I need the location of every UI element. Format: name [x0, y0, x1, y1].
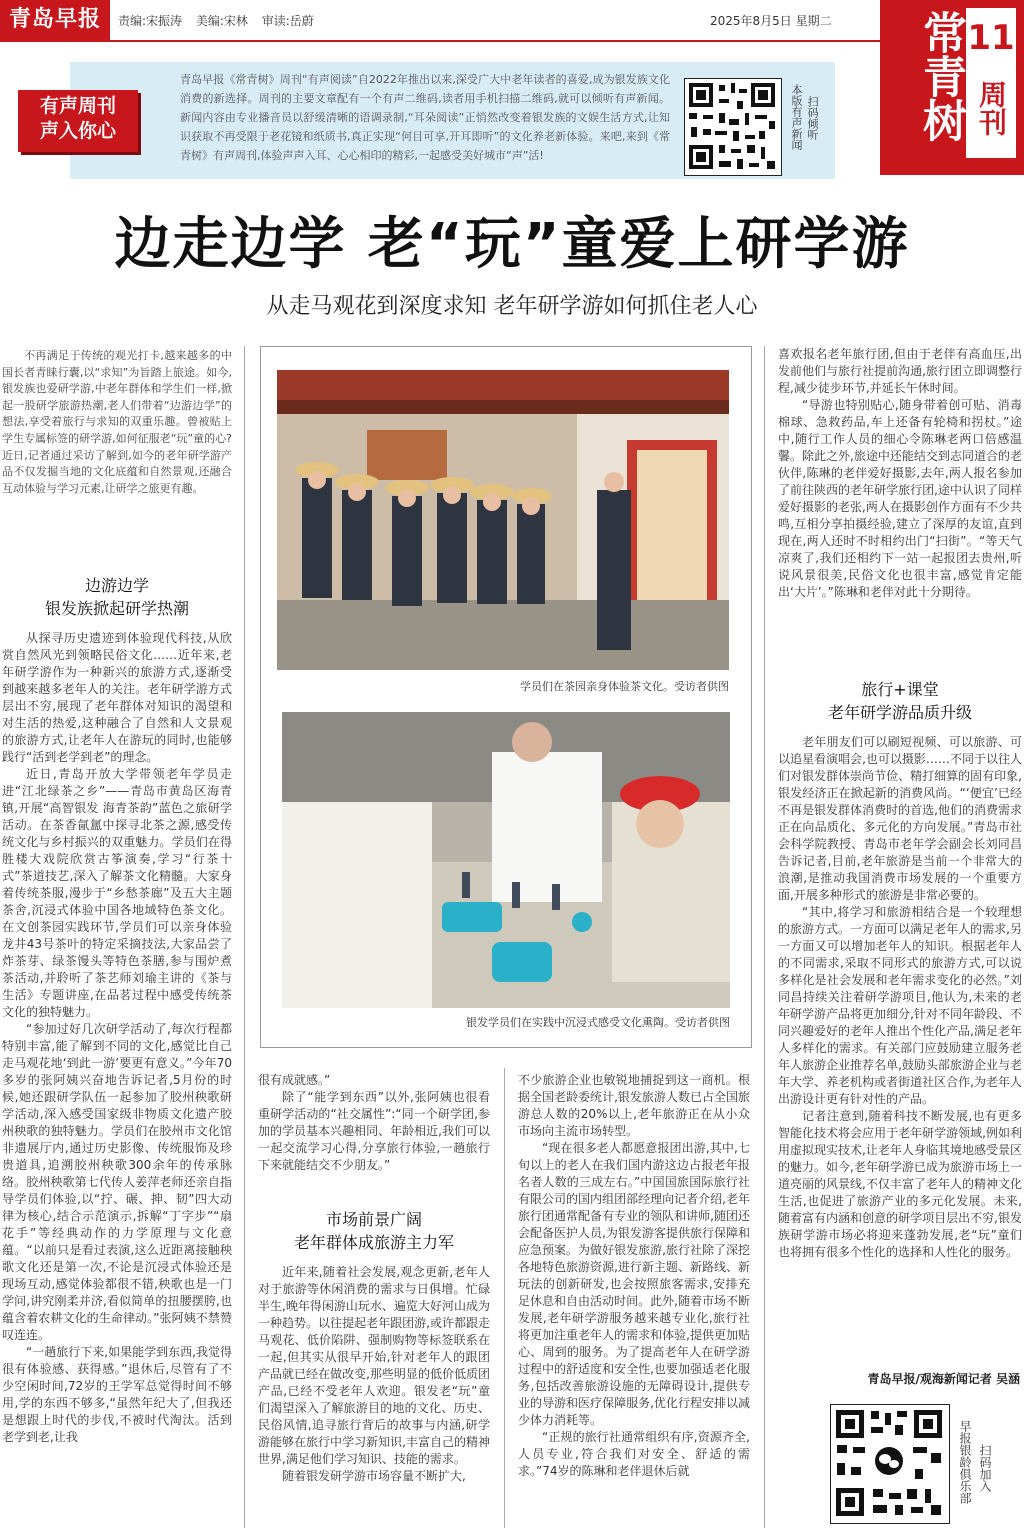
section-2-title-a: 市场前景广阔 — [325, 1210, 422, 1229]
article-subheadline: 从走马观花到深度求知 老年研学游如何抓住老人心 — [266, 294, 758, 319]
paragraph: “参加过好几次研学活动了,每次行程都特别丰富,能了解到不同的文化,感觉比自己走马观花地‘到此一游’要更有意义。”今年70多岁的张阿姨兴奋地告诉记者,5月份的时候,她还跟研学队伍一起参加了胶州秧歌研学活动,深入感受国家级非物质文化遗产胶州秧歌的独特魅力。学员们在胶州市文化馆非遗展厅内,通过历史影像、传统服饰及珍贵道具,追溯胶州秧歌300余年的传承脉络。胶州秧歌第七代传人姜萍老师还亲自指导学员们体验,以“拧、碾、抻、韧”四大动律为核心,结合示范演示,拆解“丁字步”“扇花手”等经典动作的力学原理与文化意蕴。“以前只是看过表演,这么近距离接触秧歌文化还是第一次,不论是沉浸式体验还是现场互动,感觉体验都很不错,秧歌也是一门学问,讲究刚柔并济,看似简单的扭腰摆胯,也蕴含着农耕文化的生命律动。”张阿姨不禁赞叹连连。 — [2, 1022, 232, 1342]
article-byline: 青岛早报/观海新闻记者 吴涵 — [867, 1372, 1020, 1386]
column-divider — [764, 346, 765, 1528]
section-2-title — [258, 1208, 490, 1254]
article-lead — [2, 348, 232, 497]
paragraph: 近年来,随着社会发展,观念更新,老年人对于旅游等休闲消费的需求与日俱增。忙碌半生,晚年得闲游山玩水、遍览大好河山成为一种趋势。以往提起老年跟团游,或许都跟走马观花、低价陷阱、强制购物等标签联系在一起,但其实从很早开始,针对老年人的跟团产品就已经在做改变,那些明显的低价低质团产品,已经不受老年人欢迎。银发老“玩”童们渴望深入了解旅游目的地的文化、历史、民俗风情,追寻旅行背后的故事与内涵,研学游能够在旅行中学习新知识,丰富自己的精神世界,满足他们学习知识、技能的需求。 — [258, 1265, 490, 1466]
column-2-body — [258, 1264, 490, 1528]
audio-qr-code[interactable] — [684, 78, 782, 176]
article-headline: 边走边学 老“玩”童爱上研学游 — [114, 212, 910, 277]
paragraph: 从探寻历史遗迹到体验现代科技,从欣赏自然风光到领略民俗文化……近年来,老年研学游作为一种新兴的旅游方式,逐渐受到越来越多老年人的关注。老年研学游方式层出不穷,展现了老年群体对知识的渴望和对生活的热爱,这种融合了自然和人文景观的旅游方式,让老年人在游玩的同时,也能够践行“活到老学到老”的理念。 — [2, 631, 232, 764]
photo-1-caption: 学员们在茶园亲身体验茶文化。受访者供图 — [520, 680, 729, 693]
masthead-rule — [0, 40, 880, 42]
paragraph: 记者注意到,随着科技不断发展,也有更多智能化技术将会应用于老年研学游领域,例如利用虚拟现实技术,让老年人身临其境地感受景区的魅力。如今,老年研学游已成为旅游市场上一道亮丽的风景线,不仅丰富了老年人的精神文化生活,也促进了旅游产业的多元化发展。未来,随着富有内涵和创意的研学项目层出不穷,银发族研学游市场必将迎来蓬勃发展,老“玩”童们也将拥有很多个性化的选择和人性化的服务。 — [778, 1109, 1022, 1259]
column-divider — [244, 346, 245, 1528]
cultural-workshop-photo — [282, 712, 730, 1008]
designer-credit: 美编:宋林 — [195, 14, 248, 28]
paragraph: 近日,青岛开放大学带领老年学员走进“江北绿茶之乡”——青岛市黄岛区海青镇,开展“高智银发 海青茶韵”蓝色之旅研学活动。在茶香氤氲中探寻北茶之源,感受传统文化与乡村振兴的双重魅力。学员们在得胜楼大戏院欣赏古筝演奏,学习“行茶十式”茶道技艺,深入了解茶文化精髓。大家身着传统茶服,漫步于“乡愁茶廊”及五大主题茶舍,沉浸式体验中国各地域特色茶文化。在文创茶园实践环节,学员们可以亲身体验龙井43号茶叶的特定采摘技法,大家品尝了炸茶芽、绿茶馒头等特色茶膳,参与围炉煮茶活动,并聆听了茶艺师刘瑜主讲的《茶与生活》专题讲座,在品茗过程中感受传统茶文化的独特魅力。 — [2, 767, 232, 1019]
section-kind: 周刊 — [975, 80, 1008, 136]
ribbon-line-2: 声入你心 — [39, 120, 116, 142]
staff-credits — [118, 12, 324, 29]
paragraph: 老年朋友们可以刷短视频、可以旅游、可以追星看演唱会,也可以摄影……不同于以往人们对银发群体崇尚节俭、精打细算的固有印象,银发经济正在掀起新的消费风尚。“‘便宜’已经不再是银发群体消费时的首选,他们的消费需求正在向品质化、多元化的方向发展。”青岛市社会科学院教授、青岛市老年学会副会长刘同昌告诉记者,目前,老年旅游是当前一个非常大的浪潮,是推动我国消费市场发展的一个重要方面,开展多种形式的旅游是非常必要的。 — [778, 735, 1022, 902]
page-number: 11 — [967, 18, 1015, 58]
section-1-title — [2, 574, 232, 620]
audio-banner-text: 青岛早报《常青树》周刊“有声阅读”自2022年推出以来,深受广大中老年读者的喜爱,成为银发族文化消费的新选择。周刊的主要文章配有一个有声二维码,读者用手机扫描二维码,就可以倾听有声新闻。新闻内容由专业播音员以舒缓清晰的语调录制,“耳朵阅读”正悄然改变着银发族的文娱生活方式,让知识获取不再受限于老花镜和纸质书,真正实现“何目可享,开耳即听”的文化养老新体验。来吧,来到《常青树》有声周刊,体验声声入耳、心心相印的精彩,一起感受美好城市“声”活! — [180, 73, 670, 162]
audio-qr-caption-b: 扫码倾听 — [806, 96, 819, 140]
club-qr-caption-a: 早报银龄俱乐部 — [958, 1420, 972, 1504]
paragraph-continued: 很有成就感。” — [258, 1073, 331, 1087]
section-3-title-a: 旅行+课堂 — [861, 680, 939, 699]
paragraph: 除了“能学到东西”以外,张阿姨也很看重研学活动的“社交属性”:“同一个研学团,参加的学员基本兴趣相同、年龄相近,我们可以一起交流学习心得,分享旅行体验,一趟旅行下来就能结交不少朋友。” — [258, 1090, 490, 1172]
audio-ribbon — [18, 90, 138, 152]
section-1-title-a: 边游边学 — [84, 576, 149, 595]
column-3-body — [518, 1072, 750, 1528]
lead-paragraph: 不再满足于传统的观光打卡,越来越多的中国长者青睐行囊,以“求知”为旨踏上旅途。如今,银发族也爱研学游,中老年群体和学生们一样,掀起一股研学旅游热潮,老人们带着“边游边学”的想法,享受着旅行与求知的双重乐趣。曾被贴上学生专属标签的研学游,如何征服老“玩”童的心?近日,记者通过采访了解到,如今的老年研学游产品不仅发掘当地的文化底蕴和自然景观,还融合互动体验与学习元素,让研学之旅更有趣。 — [2, 349, 232, 495]
issue-date: 2025年8月5日 星期二 — [710, 14, 832, 28]
column-divider — [504, 1068, 505, 1528]
section-3-title-b: 老年研学游品质升级 — [827, 703, 972, 722]
column-4-top — [778, 346, 1022, 601]
newspaper-logo: 青岛早报 — [0, 0, 110, 40]
club-qr-caption-b: 扫码加入 — [978, 1444, 992, 1492]
club-qr-code[interactable] — [830, 1404, 950, 1524]
paragraph: “一趟旅行下来,如果能学到东西,我觉得很有体验感、获得感。”退休后,尽管有了不少空闲时间,72岁的王学军总觉得时间不够用,学的东西不够多,“虽然年纪大了,但我还是想跟上时代的步伐,不被时代淘汰。活到老学到老,让我 — [2, 1345, 232, 1444]
section-1-title-b: 银发族掀起研学热潮 — [44, 599, 189, 618]
proof-credit: 审读:岳蔚 — [261, 14, 314, 28]
paragraph: “现在很多老人都愿意报团出游,其中,七旬以上的老人在我们国内游这边占报老年报名者人数的三成左右。”中国国旅国际旅行社有限公司的国内组团部经理向记者介绍,老年旅行团通常配备有专业的领队和讲师,随团还会配备医护人员,为银发游客提供旅行保障和应急预案。为做好银发旅游,旅行社除了深挖各地特色旅游资源,进行新主题、新路线、新玩法的创新研发,也会按照旅客需求,安排充足休息和自由活动时间。此外,随着市场不断发展,老年研学游服务越来越专业化,旅行社将更加注重老年人的需求和体验,提供更加贴心、周到的服务。为了提高老年人在研学游过程中的舒适度和安全性,也要加强适老化服务,包括改善旅游设施的无障碍设计,提供专业的导游和医疗保障服务,优化行程安排以减少体力消耗等。 — [518, 1141, 750, 1427]
section-3-title — [778, 678, 1022, 724]
cultural-workshop-photo-image — [282, 712, 730, 1008]
paragraph: “正规的旅行社通常组织有序,资源齐全,人员专业,符合我们对安全、舒适的需求。”74岁的陈琳和老伴退休后就 — [518, 1430, 750, 1478]
qr-code-icon — [831, 1405, 947, 1521]
paragraph-first: 不少旅游企业也敏锐地捕捉到这一商机。根据全国老龄委统计,银发旅游人数已占全国旅游总人数的20%以上,老年旅游正在从小众市场向主流市场转型。 — [518, 1073, 750, 1138]
paragraph: “导游也特别贴心,随身带着创可贴、消毒棉球、急救药品,车上还备有轮椅和拐杖。”途中,随行工作人员的细心令陈琳老两口倍感温馨。除此之外,旅途中还能结交到志同道合的老伙伴,陈琳的老伴爱好摄影,去年,两人报名参加了前往陕西的老年研学旅行团,途中认识了同样爱好摄影的老张,两人在摄影创作方面有不少共鸣,互相分享拍摄经验,建立了深厚的友谊,直到现在,两人还时不时相约出门“扫街”。“等天气凉爽了,我们还相约下一站一起报团去贵州,听说风景很美,民俗文化也很丰富,感觉肯定能出‘大片’。”陈琳和老伴对此十分期待。 — [778, 398, 1022, 599]
paragraph-continued: 喜欢报名老年旅行团,但由于老伴有高血压,出发前他们与旅行社提前沟通,旅行团立即调整行程,减少徒步环节,并延长午休时间。 — [778, 347, 1022, 395]
column-2-top — [258, 1072, 490, 1174]
paragraph: 随着银发研学游市场容量不断扩大, — [282, 1469, 466, 1483]
audio-qr-caption-a: 本版有声新闻 — [790, 84, 803, 150]
ribbon-line-1: 有声周刊 — [39, 95, 116, 117]
editor-credit: 责编:宋振涛 — [118, 14, 183, 28]
paragraph: “其中,将学习和旅游相结合是一个较理想的旅游方式。一方面可以满足老年人的需求,另一方面又可以增加老年人的知识。根据老年人的不同需求,采取不同形式的旅游方式,可以说多样化是社会发展和老年需求变化的必然。”刘同昌持续关注着研学游项目,他认为,未来的老年研学游产品将更加细分,针对不同年龄段、不同兴趣爱好的老年人推出个性化产品,满足老年人多样化的需求。有关部门应鼓励建立服务老年人旅游企业推荐名单,鼓励头部旅游企业与老年大学、养老机构或者街道社区合作,为老年人出游设计更有针对性的产品。 — [778, 905, 1022, 1106]
section-2-title-b: 老年群体成旅游主力军 — [293, 1233, 454, 1252]
section-name: 常青树 — [915, 10, 966, 142]
column-1-body — [2, 630, 232, 1528]
photo-2-caption: 银发学员们在实践中沉浸式感受文化熏陶。受访者供图 — [466, 1016, 730, 1029]
tea-garden-photo-image — [277, 370, 729, 670]
tea-garden-photo — [277, 370, 729, 670]
column-4-body — [778, 734, 1022, 1364]
qr-code-icon — [685, 79, 779, 173]
